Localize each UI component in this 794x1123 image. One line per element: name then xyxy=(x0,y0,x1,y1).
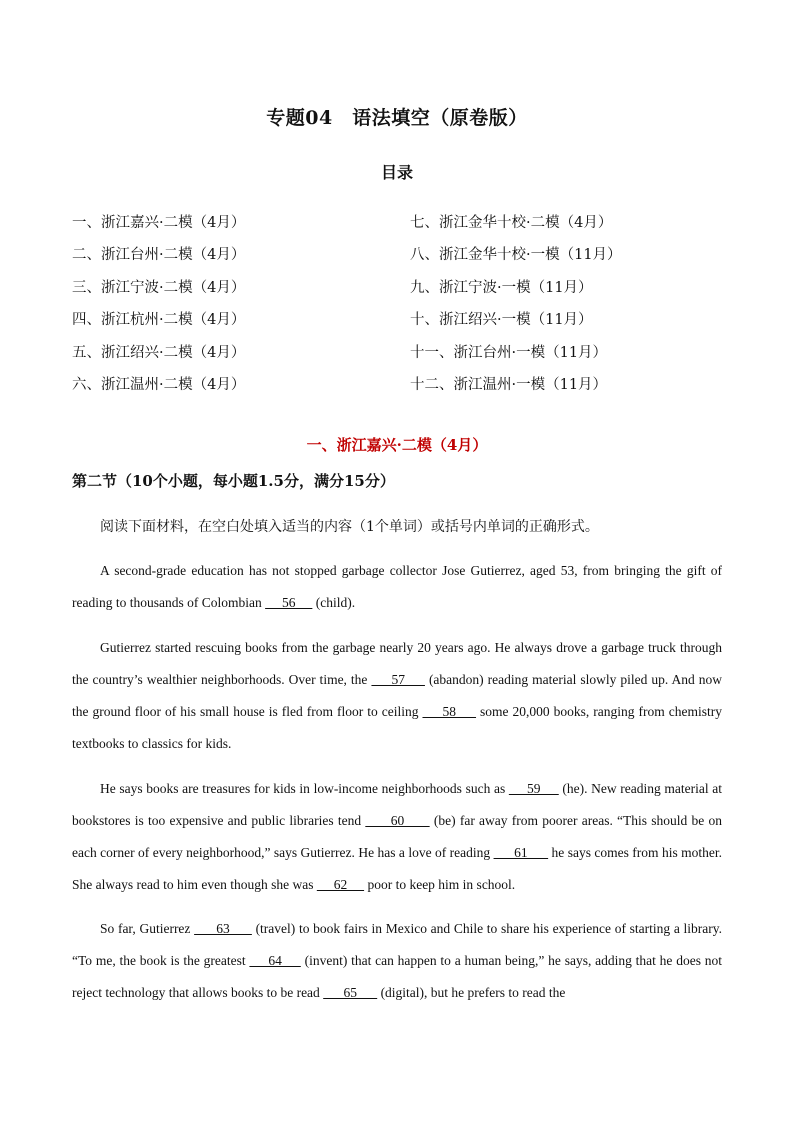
document-title: 专题04 语法填空（原卷版） xyxy=(266,107,528,129)
toc-item[interactable]: 六、浙江温州·二模（4月） xyxy=(72,377,246,394)
instruction-text: 阅读下面材料，在空白处填入适当的内容（1个单词）或括号内单词的正确形式。 xyxy=(100,519,599,535)
blank-59[interactable]: 59 xyxy=(508,781,559,796)
toc-item[interactable]: 七、浙江金华十校·二模（4月） xyxy=(410,215,613,231)
blank-58[interactable]: 58 xyxy=(422,704,477,719)
passage-text: (he). New reading material at bookstores is too expensive and public libraries tend xyxy=(72,781,722,828)
passage-text: (travel) to book fairs in Mexico and Chile to share his experience of starting a library. “To me, the book is the greatest xyxy=(72,921,722,968)
toc-item[interactable]: 五、浙江绍兴·二模（4月） xyxy=(72,344,246,361)
toc-item[interactable]: 四、浙江杭州·二模（4月） xyxy=(72,312,246,329)
passage-paragraph-1 xyxy=(72,555,722,619)
passage-text: A second-grade education has not stopped garbage collector Jose Gutierrez, aged 53, from bringing the gift of reading to thousands of Colombian xyxy=(72,563,722,610)
passage-text: He says books are treasures for kids in low-income neighborhoods such as xyxy=(100,781,509,796)
toc-left-column xyxy=(72,207,245,401)
blank-61[interactable]: 61 xyxy=(493,845,549,860)
passage-text: (child). xyxy=(312,595,356,610)
toc-item[interactable]: 八、浙江金华十校·一模（11月） xyxy=(410,247,622,264)
toc-item[interactable]: 十二、浙江温州·一模（11月） xyxy=(410,377,608,394)
passage-paragraph-2 xyxy=(72,632,722,760)
toc-item[interactable]: 二、浙江台州·二模（4月） xyxy=(72,247,246,264)
passage-text: some 20,000 books, ranging from chemistry textbooks to classics for kids. xyxy=(72,704,723,751)
blank-64[interactable]: 64 xyxy=(249,953,301,968)
passage-text: (invent) that can happen to a human being,” he says, adding that he does not reject technology that allows books to be read xyxy=(72,953,722,1000)
part-heading: 第二节（10个小题，每小题1.5分，满分15分） xyxy=(72,472,395,490)
toc-item[interactable]: 一、浙江嘉兴·二模（4月） xyxy=(72,215,246,231)
passage-text: Gutierrez started rescuing books from the garbage nearly 20 years ago. He always drove a garbage truck through the country’s wealthier neighborhoods. Over time, the xyxy=(72,640,722,687)
passage-paragraph-4 xyxy=(72,913,722,1009)
toc-heading: 目录 xyxy=(380,163,413,182)
passage-text: (abandon) reading material slowly piled up. And now the ground floor of his small house is fled from floor to ceiling xyxy=(72,672,722,719)
blank-63[interactable]: 63 xyxy=(194,921,252,936)
blank-60[interactable]: 60 xyxy=(365,813,430,828)
toc-item[interactable]: 九、浙江宁波·一模（11月） xyxy=(410,279,593,296)
toc-right-column xyxy=(410,207,622,401)
blank-56[interactable]: 56 xyxy=(265,595,313,610)
blank-65[interactable]: 65 xyxy=(323,985,378,1000)
passage-text: poor to keep him in school. xyxy=(364,877,516,892)
passage-paragraph-3 xyxy=(72,773,722,901)
blank-57[interactable]: 57 xyxy=(371,672,425,687)
toc-item[interactable]: 三、浙江宁波·二模（4月） xyxy=(72,279,246,296)
passage-text: (digital), but he prefers to read the xyxy=(377,985,566,1000)
blank-62[interactable]: 62 xyxy=(316,877,365,892)
passage-text: (be) far away from poorer areas. “This should be on each corner of every neighborhood,” says Gutierrez. He has a love of reading xyxy=(72,813,722,860)
toc-item[interactable]: 十一、浙江台州·一模（11月） xyxy=(410,344,608,361)
passage-text: So far, Gutierrez xyxy=(100,921,195,936)
toc-item[interactable]: 十、浙江绍兴·一模（11月） xyxy=(410,312,593,329)
passage-text: he says comes from his mother. She always read to him even though she was xyxy=(72,845,722,892)
section-heading: 一、浙江嘉兴·二模（4月） xyxy=(306,436,488,454)
